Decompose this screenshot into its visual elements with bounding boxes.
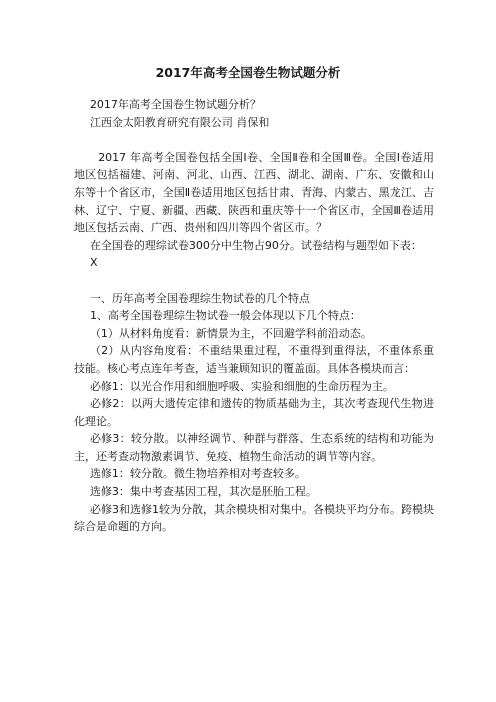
- paragraph: 在全国卷的理综试卷300分中生物占90分。试卷结构与题型如下表：: [89, 238, 422, 252]
- paragraph: 必修3：较分散。以神经调节、种群与群落、生态系统的结构和功能为主，还考查动物激素调节、免疫、植物生命活动的调节等内容。: [74, 432, 434, 463]
- paragraph: 江西金太阳教育研究有限公司 肖保和: [89, 115, 270, 129]
- paragraph: 1、高考全国卷理综生物试卷一般会体现以下几个特点：: [89, 309, 361, 323]
- paragraph: 2017年高考全国卷生物试题分析？: [89, 98, 261, 111]
- paragraph-spacer: [74, 272, 434, 290]
- paragraph: 选修3：集中考查基因工程，其次是胚胎工程。: [89, 485, 317, 499]
- paragraph: X: [89, 256, 98, 270]
- paragraph: 必修2：以两大遗传定律和遗传的物质基础为主，其次考查现代生物进化理论。: [74, 397, 434, 428]
- paragraph: 一、历年高考全国卷理综生物试卷的几个特点: [89, 291, 310, 305]
- paragraph: （1）从材料角度看：新情景为主，不回避学科前沿动态。: [89, 326, 372, 340]
- paragraph-spacer: [74, 131, 434, 149]
- paragraph: 必修3和选修1较为分散，其余模块相对集中。各模块平均分布。跨模块综合是命题的方向。: [74, 502, 434, 534]
- paragraph: 2017 年高考全国卷包括全国Ⅰ卷、全国Ⅱ卷和全国Ⅲ卷。全国Ⅰ卷适用地区包括福建、河南、河北、山西、江西、湖北、湖南、广东、安徽和山东等十个省区市，全国Ⅱ卷适用地区包括甘肃、青海、内蒙古、黑龙江、吉林、辽宁、宁夏、新疆、西藏、陕西和重庆等十一个省区市，全国Ⅲ卷适用地区包括云南、广西、贵州和四川等四个省区市。？: [74, 150, 434, 235]
- document-title: 2017年高考全国卷生物试题分析: [155, 65, 341, 80]
- paragraph: 选修1：较分散。微生物培养相对考查较多。: [89, 467, 306, 481]
- paragraph: （2）从内容角度看：不重结果重过程，不重得到重得法，不重体系重技能。核心考点连年考查，适当兼顾知识的覆盖面。具体各模块而言：: [74, 344, 434, 375]
- document-body: [74, 96, 434, 536]
- paragraph: 必修1：以光合作用和细胞呼吸、实验和细胞的生命历程为主。: [89, 379, 394, 393]
